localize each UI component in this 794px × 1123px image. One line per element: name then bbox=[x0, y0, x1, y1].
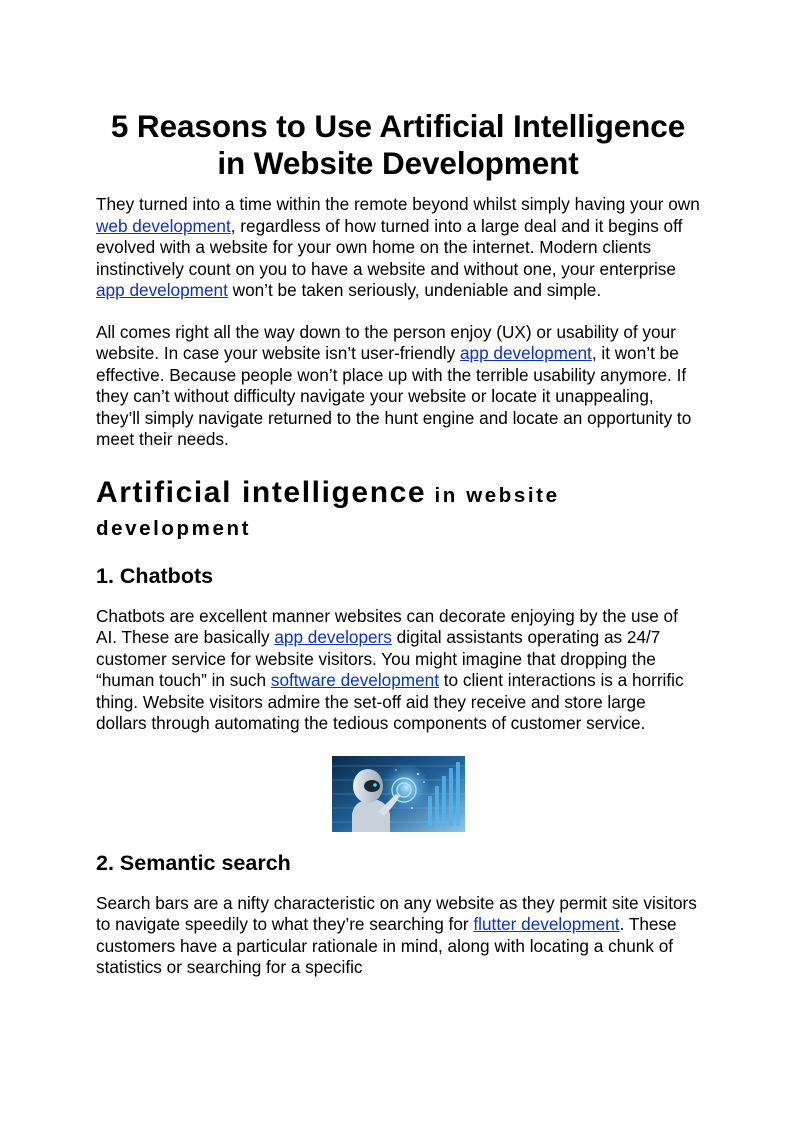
section-heading-main: Artificial intelligence bbox=[96, 475, 427, 509]
robot-ai-image bbox=[332, 756, 465, 832]
inline-link[interactable]: app development bbox=[96, 280, 228, 300]
chatbots-heading: 1. Chatbots bbox=[96, 563, 214, 588]
paragraph-text: Chatbots are excellent manner websites can decorate enjoying by the use of AI. These are basically bbox=[96, 605, 678, 647]
chatbots-paragraph bbox=[96, 606, 700, 735]
section-heading-sub: in website development bbox=[96, 483, 560, 540]
intro-paragraph-2 bbox=[96, 322, 700, 451]
page-title: 5 Reasons to Use Artificial Intelligence in Website Development bbox=[110, 108, 686, 181]
paragraph-text: . These customers have a particular rationale in mind, along with locating a chunk of statistics or searching for a specific bbox=[96, 914, 677, 977]
inline-link[interactable]: app development bbox=[459, 343, 592, 363]
paragraph-text: won’t be taken seriously, undeniable and simple. bbox=[227, 280, 602, 300]
semantic-search-heading: 2. Semantic search bbox=[96, 850, 291, 875]
inline-link[interactable]: web development bbox=[96, 215, 231, 236]
figure bbox=[96, 756, 700, 832]
paragraph-text: to client interactions is a horrific thing. Website visitors admire the set-off aid they receive and store large dollars through automating the tedious components of customer service. bbox=[96, 670, 684, 733]
inline-link[interactable]: flutter development bbox=[473, 914, 620, 934]
inline-link[interactable]: app developers bbox=[274, 627, 392, 647]
paragraph-text: All comes right all the way down to the person enjoy (UX) or usability of your website. In case your website isn’t user-friendly bbox=[96, 321, 676, 363]
paragraph-text: They turned into a time within the remote beyond whilst simply having your own bbox=[96, 194, 700, 214]
semantic-search-paragraph bbox=[96, 893, 700, 979]
section-heading bbox=[96, 477, 700, 545]
intro-paragraph-1 bbox=[96, 194, 700, 302]
paragraph-text: digital assistants operating as 24/7 customer service for website visitors. You might imagine that dropping the “human touch” in such bbox=[96, 627, 661, 690]
paragraph-text: , it won’t be effective. Because people won’t place up with the terrible usability anymore. If they can’t without difficulty navigate your website or locate it unappealing, they’ll simply navigate returned to the hunt engine and locate an opportunity to meet their needs. bbox=[96, 343, 692, 449]
paragraph-text: , regardless of how turned into a large deal and it begins off evolved with a website for your own home on the internet. Modern clients instinctively count on you to have a website and without one, your enterprise bbox=[96, 215, 683, 279]
inline-link[interactable]: software development bbox=[270, 670, 439, 690]
document-page bbox=[96, 108, 700, 979]
paragraph-text: Search bars are a nifty characteristic on any website as they permit site visitors to navigate speedily to what they’re searching for bbox=[96, 892, 697, 934]
